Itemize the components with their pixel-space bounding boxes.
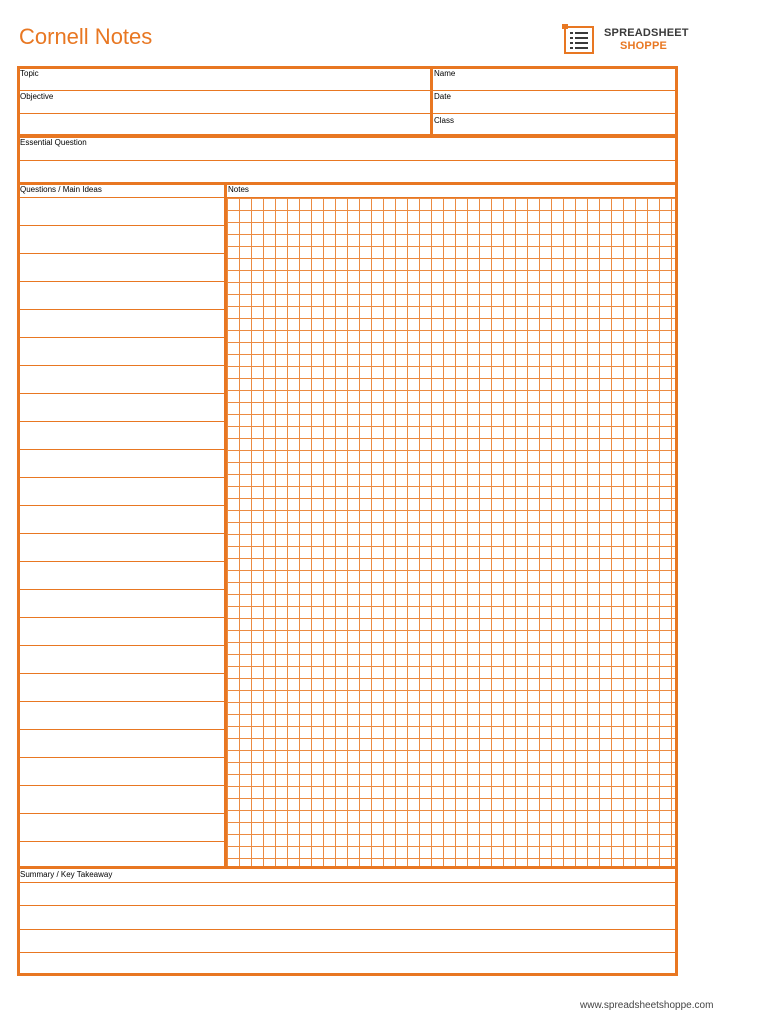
rule-line: [20, 90, 430, 91]
question-rule-line: [20, 477, 224, 478]
question-rule-line: [20, 673, 224, 674]
date-label: Date: [434, 92, 451, 101]
rule-line: [20, 160, 675, 161]
question-rule-line: [20, 701, 224, 702]
questions-main-ideas-label: Questions / Main Ideas: [20, 185, 102, 194]
notes-grid: [227, 198, 675, 866]
question-rule-line: [20, 309, 224, 310]
question-rule-line: [20, 533, 224, 534]
footer-url: www.spreadsheetshoppe.com: [580, 1000, 714, 1011]
rule-line: [433, 113, 675, 114]
rule-line: [20, 905, 675, 906]
name-date-class-box: [430, 66, 678, 137]
topic-label: Topic: [20, 69, 39, 78]
class-label: Class: [434, 116, 455, 125]
question-rule-line: [20, 841, 224, 842]
logo-text-line1: SPREADSHEET: [604, 27, 689, 39]
question-rule-line: [20, 393, 224, 394]
essential-question-label: Essential Question: [20, 138, 87, 147]
questions-column-box: [17, 182, 227, 869]
question-rule-line: [20, 225, 224, 226]
question-rule-line: [20, 505, 224, 506]
rule-line: [20, 929, 675, 930]
spreadsheet-icon: [562, 24, 598, 56]
question-rule-line: [20, 645, 224, 646]
question-rule-line: [20, 813, 224, 814]
rule-line: [20, 113, 430, 114]
notes-label: Notes: [228, 185, 249, 194]
question-rule-line: [20, 589, 224, 590]
question-rule-line: [20, 337, 224, 338]
question-rule-line: [20, 197, 224, 198]
question-rule-line: [20, 757, 224, 758]
question-rule-line: [20, 617, 224, 618]
question-rule-line: [20, 281, 224, 282]
question-rule-line: [20, 729, 224, 730]
page-title: Cornell Notes: [19, 24, 153, 49]
rule-line: [20, 882, 675, 883]
name-label: Name: [434, 69, 456, 78]
question-rule-line: [20, 785, 224, 786]
question-rule-line: [20, 561, 224, 562]
question-rule-line: [20, 365, 224, 366]
topic-objective-box: [17, 66, 433, 137]
objective-label: Objective: [20, 92, 54, 101]
spreadsheet-shoppe-logo: [562, 24, 689, 58]
question-rule-line: [20, 253, 224, 254]
logo-text-line2: SHOPPE: [620, 40, 668, 52]
question-rule-line: [20, 421, 224, 422]
rule-line: [433, 90, 675, 91]
summary-label: Summary / Key Takeaway: [20, 870, 113, 879]
question-rule-line: [20, 449, 224, 450]
rule-line: [20, 952, 675, 953]
